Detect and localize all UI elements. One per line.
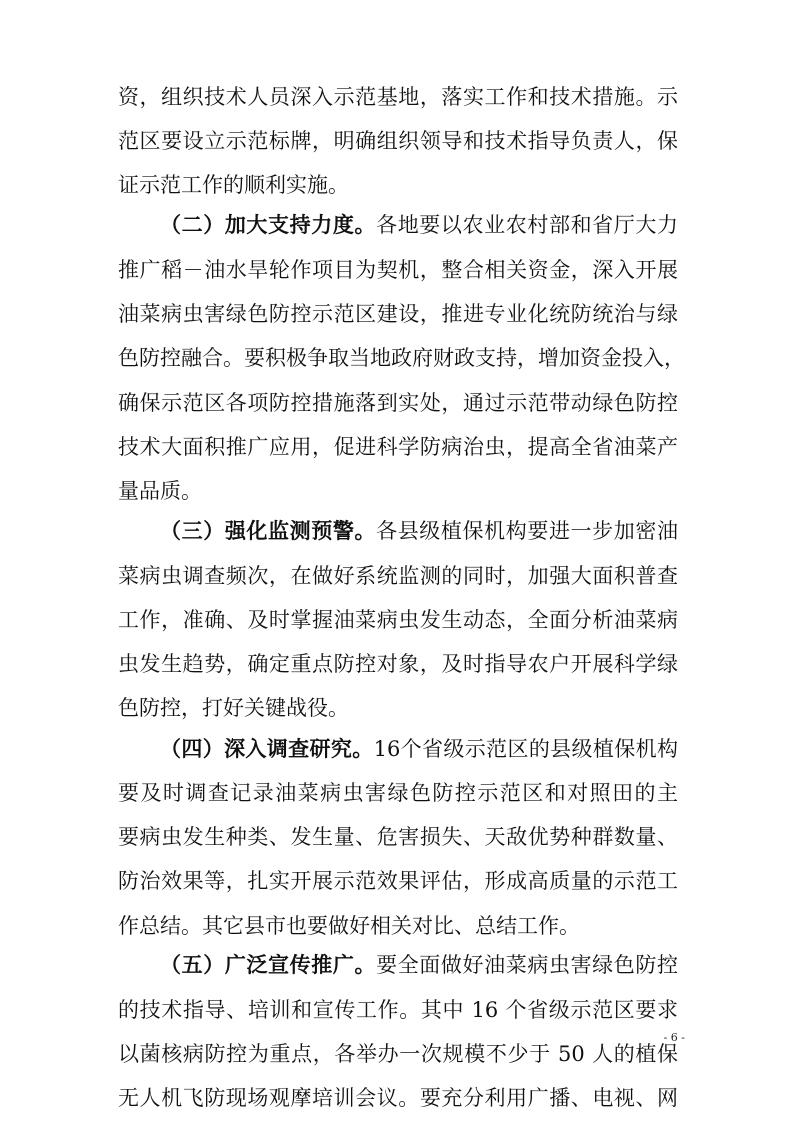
body-line [118, 260, 678, 281]
body-line [118, 437, 678, 458]
line-text: 各县级植保机构要进一步加密油 [376, 519, 679, 543]
line-text: 技术大面积推广应用，促进科学防病治虫，提高全省油菜产 [118, 435, 678, 459]
line-text: 推广稻－油水旱轮作项目为契机，整合相关资金，深入开展 [118, 258, 678, 282]
line-text: 资，组织技术人员深入示范基地，落实工作和技术措施。示 [118, 85, 678, 109]
body-line [118, 1000, 678, 1021]
line-text: 要全面做好油菜病虫害绿色防控 [376, 953, 679, 977]
section-heading: （五）广泛宣传推广。 [160, 953, 377, 977]
body-line [118, 654, 678, 675]
line-text: 工作，准确、及时掌握油菜病虫发生动态，全面分析油菜病 [118, 608, 678, 632]
line-text: 各地要以农业农村部和省厅大力 [376, 213, 679, 237]
body-line [118, 87, 678, 108]
line-text: 16个省级示范区的县级植保机构 [373, 737, 678, 761]
body-line [118, 1088, 678, 1109]
page-number: - 6 - [663, 1031, 685, 1044]
body-line [118, 916, 678, 937]
body-line [118, 304, 678, 325]
section-5-first-line [160, 955, 678, 976]
line-text: 确保示范区各项防控措施落到实处，通过示范带动绿色防控 [118, 391, 678, 415]
section-4-first-line [160, 739, 678, 760]
line-text: 油菜病虫害绿色防控示范区建设，推进专业化统防统治与绿 [118, 302, 678, 326]
section-2-first-line [160, 215, 678, 236]
section-heading: （三）强化监测预警。 [160, 519, 377, 543]
line-text: 以菌核病防控为重点，各举办一次规模不少于 50 人的植保 [118, 1042, 678, 1066]
body-line [118, 1044, 678, 1065]
section-3-first-line [160, 521, 678, 542]
line-text: 色防控，打好关键战役。 [118, 696, 349, 720]
body-line [118, 610, 678, 631]
line-text: 量品质。 [118, 479, 202, 503]
line-text: 色防控融合。要积极争取当地政府财政支持，增加资金投入， [118, 346, 685, 370]
line-text: 防治效果等，扎实开展示范效果评估，形成高质量的示范工 [118, 869, 678, 893]
section-heading: （四）深入调查研究。 [160, 737, 374, 761]
body-line [118, 481, 678, 502]
body-line [118, 698, 678, 719]
body-line [118, 131, 678, 152]
body-line [118, 871, 678, 892]
section-heading: （二）加大支持力度。 [160, 213, 377, 237]
body-line [118, 393, 678, 414]
body-line [118, 783, 678, 804]
line-text: 范区要设立示范标牌，明确组织领导和技术指导负责人，保 [118, 129, 678, 153]
line-text: 的技术指导、培训和宣传工作。其中 16 个省级示范区要求 [118, 998, 678, 1022]
line-text: 虫发生趋势，确定重点防控对象，及时指导农户开展科学绿 [118, 652, 678, 676]
body-line [118, 175, 678, 196]
line-text: 要及时调查记录油菜病虫害绿色防控示范区和对照田的主 [118, 781, 678, 805]
body-line [118, 827, 678, 848]
line-text: 作总结。其它县市也要做好相关对比、总结工作。 [118, 914, 580, 938]
line-text: 菜病虫调查频次，在做好系统监测的同时，加强大面积普查 [118, 564, 678, 588]
line-text: 无人机飞防现场观摩培训会议。要充分利用广播、电视、网 [118, 1086, 678, 1110]
body-line [118, 346, 685, 370]
line-text: 证示范工作的顺利实施。 [118, 173, 349, 197]
body-line [118, 566, 678, 587]
line-text: 要病虫发生种类、发生量、危害损失、天敌优势种群数量、 [118, 825, 678, 849]
